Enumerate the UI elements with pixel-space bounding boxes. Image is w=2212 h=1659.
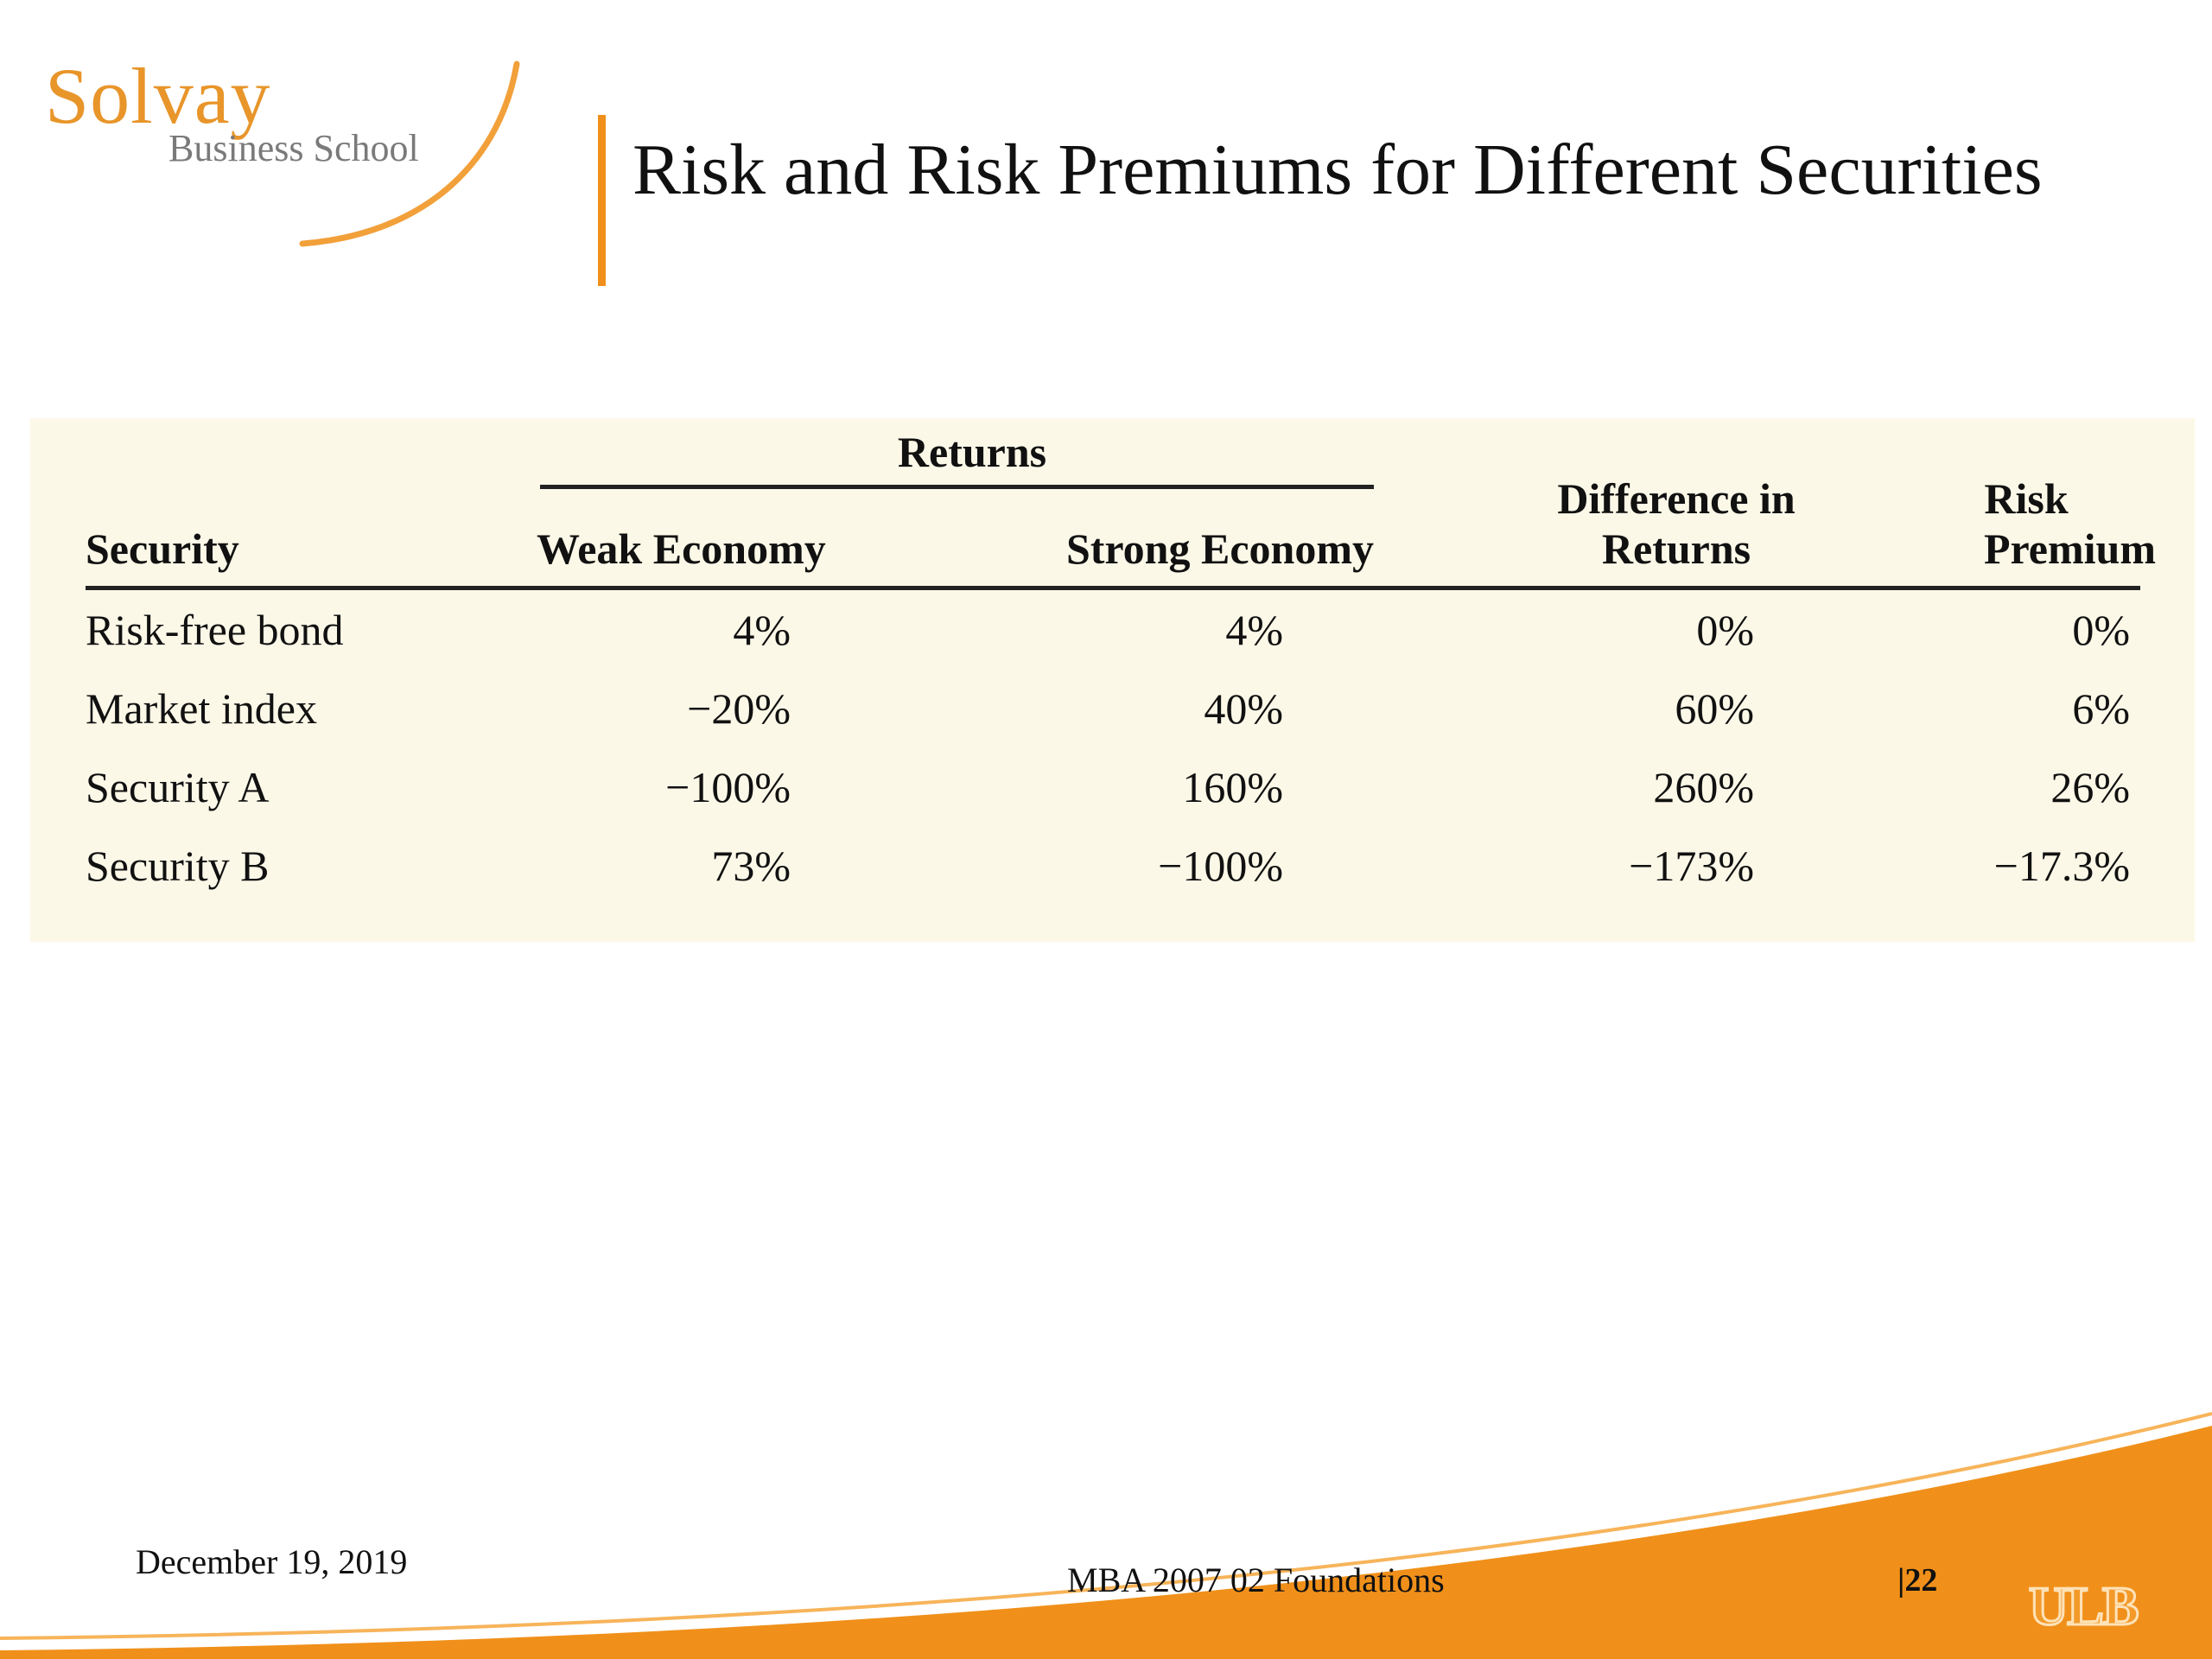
header-strong-economy: Strong Economy	[1065, 524, 1374, 573]
row-weak: −100%	[665, 763, 791, 811]
row-security: Market index	[86, 684, 317, 733]
header-rule	[86, 586, 2140, 590]
returns-group-header: Returns	[897, 428, 1047, 476]
footer-course: MBA 2007 02 Foundations	[1067, 1560, 1445, 1599]
row-premium: 6%	[2072, 684, 2130, 733]
row-security: Security B	[86, 842, 270, 890]
row-premium: 26%	[2050, 763, 2130, 811]
page-title: Risk and Risk Premiums for Different Securities	[632, 130, 2043, 210]
ulb-logo: ULB	[2029, 1575, 2138, 1637]
row-strong: 40%	[1204, 684, 1283, 733]
header-weak-economy: Weak Economy	[537, 524, 826, 573]
row-difference: −173%	[1629, 842, 1754, 890]
header-risk-line1: Risk	[1984, 474, 2069, 523]
row-weak: −20%	[687, 684, 791, 733]
row-difference: 260%	[1653, 763, 1754, 811]
row-premium: −17.3%	[1993, 842, 2130, 890]
row-strong: 4%	[1225, 606, 1283, 654]
returns-group-rule	[540, 485, 1374, 489]
row-weak: 4%	[733, 606, 791, 654]
header-security: Security	[86, 524, 239, 573]
header-risk-line2: Premium	[1983, 524, 2156, 573]
risk-premium-table	[30, 418, 2195, 942]
row-difference: 60%	[1675, 684, 1754, 733]
row-difference: 0%	[1696, 606, 1754, 654]
header-difference-line1: Difference in	[1557, 474, 1796, 523]
logo-wordmark: Solvay	[45, 52, 271, 140]
row-security: Security A	[86, 763, 270, 811]
footer-date: December 19, 2019	[136, 1542, 408, 1581]
row-strong: −100%	[1158, 842, 1283, 890]
row-weak: 73%	[711, 842, 791, 890]
logo-subtitle: Business School	[168, 127, 419, 169]
row-premium: 0%	[2072, 606, 2130, 654]
row-strong: 160%	[1182, 763, 1283, 811]
footer-swoosh-icon	[0, 1382, 2212, 1659]
logo-swoosh-icon	[285, 52, 536, 251]
page-number: |22	[1897, 1562, 1938, 1599]
row-security: Risk-free bond	[86, 606, 344, 654]
solvay-logo	[0, 0, 605, 276]
title-divider	[598, 115, 606, 286]
header-difference-line2: Returns	[1601, 524, 1751, 573]
